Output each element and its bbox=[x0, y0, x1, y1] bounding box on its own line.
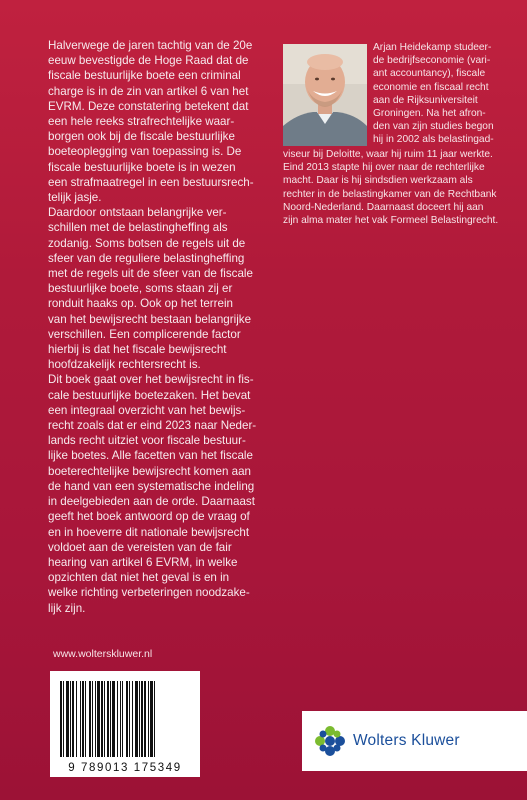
barcode-bar bbox=[117, 681, 118, 757]
barcode-bar bbox=[104, 681, 105, 757]
barcode-bar bbox=[107, 681, 109, 757]
barcode-bar bbox=[70, 681, 71, 757]
text-line: lijk zijn. bbox=[48, 601, 86, 615]
text-line: geeft het boek antwoord op de vraag of bbox=[48, 510, 250, 524]
text-line: de hand van een systematische indeling bbox=[48, 479, 255, 493]
barcode-bar bbox=[148, 681, 149, 757]
barcode-bar bbox=[120, 681, 121, 757]
text-line: hearing van artikel 6 EVRM, in welke bbox=[48, 555, 238, 569]
text-line: ant accountancy), fiscale bbox=[373, 68, 486, 80]
author-bio-continued bbox=[283, 148, 503, 227]
text-line: Daardoor ontstaan belangrijke ver- bbox=[48, 206, 227, 220]
publisher-website[interactable]: www.wolterskluwer.nl bbox=[53, 648, 153, 660]
text-line: een hele reeks strafrechtelijke waar- bbox=[48, 115, 235, 129]
barcode-bar bbox=[139, 681, 140, 757]
barcode-bar bbox=[150, 681, 153, 757]
text-line: borgen ook bij de fiscale bestuurlijke bbox=[48, 130, 235, 144]
text-line: recht zoals dat er eind 2023 naar Neder- bbox=[48, 419, 257, 433]
author-photo bbox=[283, 44, 367, 146]
text-line: eeuw bevestigde de Hoge Raad dat de bbox=[48, 54, 249, 68]
text-line: in deelgebieden aan de orde. Daarnaast bbox=[48, 495, 255, 509]
barcode-bar bbox=[66, 681, 69, 757]
text-line: Groningen. Na het afron- bbox=[373, 108, 486, 120]
barcode-bar bbox=[122, 681, 123, 757]
isbn-number: 9 789013 175349 bbox=[68, 762, 182, 774]
barcode-bar bbox=[60, 681, 62, 757]
barcode-bar bbox=[154, 681, 155, 757]
text-line: verschillen. Een complicerende factor bbox=[48, 327, 241, 341]
barcode-bar bbox=[101, 681, 103, 757]
text-line: voldoet aan de vereisten van de fair bbox=[48, 540, 232, 554]
text-line: van het bewijsrecht bestaan belangrijke bbox=[48, 312, 252, 326]
barcode-bar bbox=[72, 681, 74, 757]
barcode-bar bbox=[112, 681, 115, 757]
author-bio-side bbox=[373, 41, 501, 147]
barcode-bar bbox=[129, 681, 130, 757]
barcode-bar bbox=[89, 681, 91, 757]
barcode-icon bbox=[58, 681, 192, 757]
book-description bbox=[48, 38, 273, 616]
text-line: hoofdzakelijk rechtersrecht is. bbox=[48, 358, 201, 372]
barcode-bar bbox=[92, 681, 93, 757]
barcode-bar bbox=[80, 681, 81, 757]
barcode-bar bbox=[132, 681, 133, 757]
text-line: sfeer van de reguliere belastingheffing bbox=[48, 251, 245, 265]
text-line: Dit boek gaat over het bewijsrecht in fis- bbox=[48, 373, 254, 387]
barcode-bar bbox=[144, 681, 146, 757]
text-line: fiscale bestuurlijke boete is in wezen bbox=[48, 160, 236, 174]
text-line: Arjan Heidekamp studeer- bbox=[373, 42, 492, 53]
wolters-kluwer-logo-icon bbox=[314, 725, 346, 757]
barcode-bar bbox=[95, 681, 96, 757]
text-line: cale bestuurlijke boetezaken. Het bevat bbox=[48, 388, 251, 402]
barcode-bar bbox=[110, 681, 111, 757]
barcode-bar bbox=[97, 681, 100, 757]
text-line: Eind 2013 stapte hij over naar de rechterlijke bbox=[283, 162, 485, 174]
text-line: de bedrijfseconomie (vari- bbox=[373, 55, 491, 67]
text-line: welke richting verbeteringen noodzake- bbox=[48, 586, 250, 600]
text-line: viseur bij Deloitte, waar hij ruim 11 jaar werkte. bbox=[283, 149, 493, 160]
barcode-bar bbox=[141, 681, 143, 757]
text-line: aan de Rijksuniversiteit bbox=[373, 94, 478, 106]
barcode-bar bbox=[63, 681, 64, 757]
text-line: hij in 2002 als belastingad- bbox=[373, 134, 494, 146]
text-line: rechter in de belastingkamer van de Rechtbank bbox=[283, 188, 497, 200]
text-line: telijk jasje. bbox=[48, 191, 102, 205]
text-line: zijn alma mater het vak Formeel Belastingrecht. bbox=[283, 215, 499, 227]
text-line: boeterechtelijke bewijsrecht komen aan bbox=[48, 464, 252, 478]
text-line: bestuurlijke boete, soms staan zij er bbox=[48, 282, 233, 296]
text-line: en in hoeverre dit nationale bewijsrecht bbox=[48, 525, 250, 539]
barcode-bar bbox=[76, 681, 77, 757]
isbn-barcode bbox=[50, 671, 200, 777]
text-line: zodanig. Soms botsen de regels uit de bbox=[48, 236, 246, 250]
author-portrait-icon bbox=[283, 44, 367, 146]
barcode-bar bbox=[126, 681, 128, 757]
text-line: den van zijn studies begon bbox=[373, 121, 494, 133]
barcode-bar bbox=[85, 681, 86, 757]
text-line: fiscale bestuurlijke boete een criminal bbox=[48, 69, 241, 83]
text-line: charge is in de zin van artikel 6 van het bbox=[48, 84, 249, 98]
text-line: Halverwege de jaren tachtig van de 20e bbox=[48, 39, 253, 52]
text-line: opzichten dat niet het geval is en in bbox=[48, 571, 230, 585]
barcode-bar bbox=[135, 681, 138, 757]
text-line: ronduit haaks op. Ook op het terrein bbox=[48, 297, 233, 311]
text-line: macht. Daar is hij sindsdien werkzaam als bbox=[283, 175, 473, 187]
publisher-logo bbox=[302, 711, 527, 771]
text-line: lijke boetes. Alle facetten van het fiscale bbox=[48, 449, 253, 463]
text-line: Noord-Nederland. Daarnaast doceert hij aan bbox=[283, 201, 484, 213]
text-line: hierbij is dat het fiscale bewijsrecht bbox=[48, 343, 227, 357]
text-line: een strafmaatregel in een bestuursrech- bbox=[48, 175, 254, 189]
text-line: met de regels uit de sfeer van de fiscale bbox=[48, 267, 253, 281]
text-line: EVRM. Deze constatering betekent dat bbox=[48, 99, 249, 113]
barcode-bar bbox=[82, 681, 84, 757]
publisher-name: Wolters Kluwer bbox=[353, 732, 460, 749]
text-line: boeteoplegging van toepassing is. De bbox=[48, 145, 242, 159]
text-line: economie en fiscaal recht bbox=[373, 81, 489, 93]
text-line: lands recht uitziet voor fiscale bestuur- bbox=[48, 434, 246, 448]
text-line: een integraal overzicht van het bewijs- bbox=[48, 403, 246, 417]
text-line: schillen met de belastingheffing als bbox=[48, 221, 228, 235]
